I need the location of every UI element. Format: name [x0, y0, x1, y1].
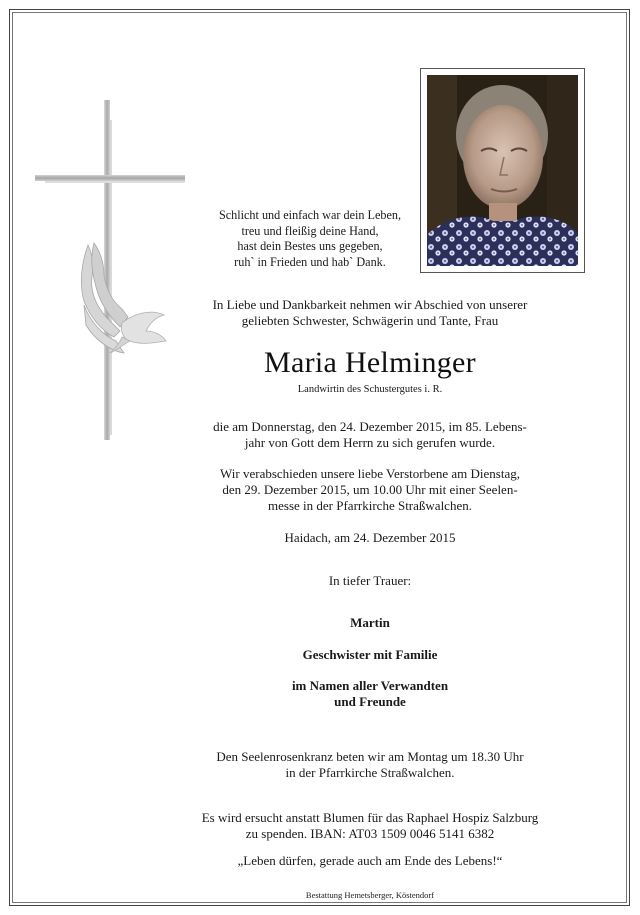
- closing-quote: „Leben dürfen, gerade auch am Ende des Lebens!“: [237, 853, 503, 868]
- rosary-notice: [190, 749, 550, 781]
- mourner-first: Martin: [350, 615, 390, 630]
- death-notice-line: die am Donnerstag, den 24. Dezember 2015, im 85. Lebens-: [213, 419, 527, 434]
- poem-line: treu und fleißig deine Hand,: [241, 223, 379, 238]
- death-notice-line: jahr von Gott dem Herrn zu sich gerufen wurde.: [244, 435, 496, 450]
- donation-notice: [190, 810, 550, 842]
- mourner-third-line: und Freunde: [334, 694, 406, 709]
- poem-line: ruh` in Frieden und hab` Dank.: [234, 254, 386, 269]
- funeral-notice: [190, 466, 550, 514]
- funeral-line: Wir verabschieden unsere liebe Verstorbene am Dienstag,: [220, 466, 520, 481]
- intro-line: geliebten Schwester, Schwägerin und Tante, Frau: [241, 313, 499, 328]
- intro-line: In Liebe und Dankbarkeit nehmen wir Abschied von unserer: [212, 297, 528, 312]
- portrait-icon: [427, 75, 578, 266]
- donation-line: zu spenden. IBAN: AT03 1509 0046 5141 6382: [245, 826, 495, 841]
- place-date: Haidach, am 24. Dezember 2015: [284, 530, 456, 545]
- rosary-line: Den Seelenrosenkranz beten wir am Montag um 18.30 Uhr: [216, 749, 524, 764]
- cross-praying-hands-icon: [30, 95, 195, 445]
- funeral-line: den 29. Dezember 2015, um 10.00 Uhr mit einer Seelen-: [222, 482, 518, 497]
- funeral-line: messe in der Pfarrkirche Straßwalchen.: [268, 498, 472, 513]
- rosary-line: in der Pfarrkirche Straßwalchen.: [285, 765, 455, 780]
- mourner-third: [190, 678, 550, 710]
- mourner-third-line: im Namen aller Verwandten: [291, 678, 449, 693]
- deceased-subtitle: Landwirtin des Schustergutes i. R.: [297, 384, 443, 395]
- portrait-photo: [420, 68, 585, 273]
- poem-line: hast dein Bestes uns gegeben,: [237, 239, 383, 253]
- mourning-label: In tiefer Trauer:: [328, 573, 412, 588]
- poem: [200, 208, 420, 270]
- mourner-second: Geschwister mit Familie: [302, 647, 438, 662]
- deceased-name: Maria Helminger: [264, 346, 476, 379]
- intro-text: [190, 297, 550, 329]
- undertaker-credit: Bestattung Hemetsberger, Köstendorf: [305, 890, 435, 900]
- donation-line: Es wird ersucht anstatt Blumen für das Raphael Hospiz Salzburg: [201, 810, 539, 825]
- poem-line: Schlicht und einfach war dein Leben,: [218, 208, 402, 222]
- death-notice: [190, 419, 550, 451]
